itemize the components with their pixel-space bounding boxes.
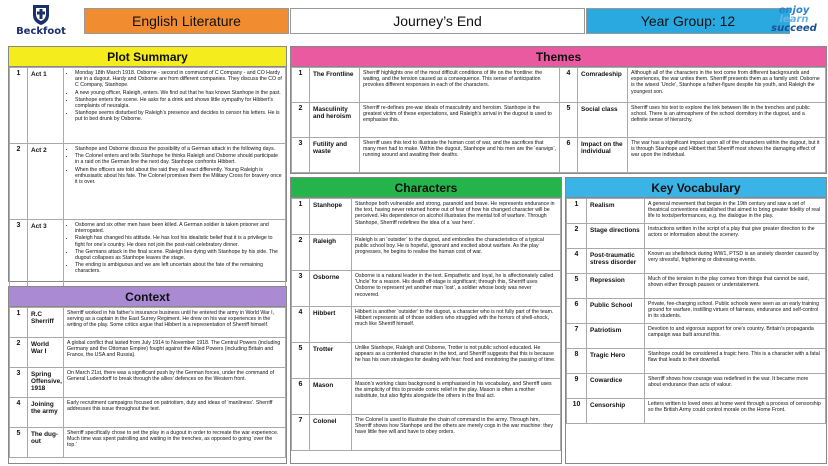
table-row bbox=[567, 299, 826, 324]
table-row bbox=[292, 379, 561, 415]
row-number: 3 bbox=[292, 138, 310, 173]
row-text: Sherriff specifically chose to set the play in a dugout in order to recreate the war experience. Much time was spent patrolling and waiting in the trenches, as opposed to going ‘over the top.’ bbox=[64, 428, 286, 458]
table-row bbox=[292, 103, 826, 138]
page-title: Journey’s End bbox=[290, 8, 585, 34]
row-number: 6 bbox=[567, 299, 587, 324]
row-number: 5 bbox=[10, 428, 28, 458]
list-item: • Osborne and six other men have been killed. A German soldier is taken prisoner and interrogated. bbox=[75, 222, 282, 234]
row-text: Sherriff re-defines pre-war ideals of masculinity and heroism. Stanhope is the greatest victim of these expectations, and Raleigh’s arrival in the dugout is used to emphasise this. bbox=[360, 103, 560, 138]
list-item: • The Germans attack in the final scene. Raleigh lies dying with Stanhope by his side. The dugout collapses as Stanhope leaves the stage. bbox=[75, 249, 282, 261]
list-item: • A new young officer, Raleigh, enters. We find out that he has known Stanhope in the past. bbox=[75, 90, 282, 96]
table-row bbox=[10, 338, 286, 368]
plot-summary-heading: Plot Summary bbox=[9, 47, 286, 67]
table-row bbox=[10, 68, 286, 144]
row-number: 6 bbox=[292, 379, 310, 415]
subject-label: English Literature bbox=[84, 8, 289, 34]
list-item: • Stanhope enters the scene. He asks for a drink and shows little sympathy for Hibbert’s complaints of neuralgia. bbox=[75, 97, 282, 109]
row-text: Sherriff worked in his father’s insurance business until he entered the army in World War I, serving as a captain in the East Surrey Regiment. He drew on his war experiences in the writing of the play. Some critics argue that Hibbert is a representation of Sherriff himself. bbox=[64, 308, 286, 338]
row-text: Mason’s working class background is emphasised in his vocabulary, and Sherriff uses the simplicity of this to provide comic relief in the play. Mason is often a mother substitute, but also fights alongside the others in the final act. bbox=[352, 379, 561, 415]
row-key: Colonel bbox=[310, 415, 352, 451]
table-row bbox=[567, 274, 826, 299]
table-row bbox=[292, 199, 561, 235]
row-text: Stanhope both vulnerable and strong, paranoid and brave. He represents endurance in the text, having never returned home out of fear of how his changed character will be perceived. His dependence on alcohol illustrates the mental toll of warfare. Through Stanhope, Sherriff redefines the idea of a ‘war hero’. bbox=[352, 199, 561, 235]
row-text: Sherriff uses this text to illustrate the human cost of war, and the sacrifices that many men had to make. Within the dugout, Stanhope and his men are the ‘earwigs’, running around and awaiting their deaths. bbox=[360, 138, 560, 173]
context-table bbox=[9, 307, 286, 458]
row-key: Raleigh bbox=[310, 235, 352, 271]
row-text: Letters written to loved ones at home went through a process of censorship so the British Army could control morale on the Home Front. bbox=[645, 399, 826, 424]
row-key: Post-traumatic stress disorder bbox=[587, 249, 645, 274]
row-key: Spring Offensive, 1918 bbox=[28, 368, 64, 398]
row-number: 8 bbox=[567, 349, 587, 374]
row-key: The dug-out bbox=[28, 428, 64, 458]
year-group-label: Year Group: 12 bbox=[586, 8, 790, 34]
themes-panel bbox=[290, 46, 827, 174]
table-row bbox=[10, 144, 286, 220]
row-text: A global conflict that lasted from July 1914 to November 1918. The Central Powers (including Germany and the Ottoman Empire) fought against the Allied Powers (including Britain and France, the USA and Russia). bbox=[64, 338, 286, 368]
row-number: 3 bbox=[10, 368, 28, 398]
row-number: 10 bbox=[567, 399, 587, 424]
row-number: 1 bbox=[292, 68, 310, 103]
row-number: 7 bbox=[292, 415, 310, 451]
row-text: The war has a significant impact upon all of the characters within the dugout, but it is through Stanhope and Hibbert that Sherriff most shows the damaging effect of war upon the individual. bbox=[628, 138, 826, 173]
row-text: Early recruitment campaigns focused on patriotism, duty and ideas of ‘manliness’. Sherriff addresses this issue throughout the text. bbox=[64, 398, 286, 428]
context-heading: Context bbox=[9, 287, 286, 307]
list-item: • Monday 18th March 1918. Osborne - second in command of C Company - and CO Hardy are in a dugout. Hardy and Osborne are from different companies. They discuss the CO of C Company, Stanhope. bbox=[75, 70, 282, 89]
header-bar bbox=[0, 0, 828, 44]
table-row bbox=[10, 398, 286, 428]
row-text: Raleigh is an ‘outsider’ to the dugout, and embodies the characteristics of a typical public school boy. He is hopeful, ignorant and excited about warfare. As the play progresses, he begins to realise the human cost of war. bbox=[352, 235, 561, 271]
themes-table bbox=[291, 67, 826, 173]
key-vocabulary-panel bbox=[565, 177, 827, 464]
row-number: 1 bbox=[292, 199, 310, 235]
table-row bbox=[567, 349, 826, 374]
row-text bbox=[64, 144, 286, 220]
row-text: Sherriff uses his text to explore the link between life in the trenches and public school. There is an atmosphere of the school dormitory in the dugout, and a definite sense of hierarchy. bbox=[628, 103, 826, 138]
table-row bbox=[292, 415, 561, 451]
row-number: 1 bbox=[10, 68, 28, 144]
row-key: Cowardice bbox=[587, 374, 645, 399]
crest-icon bbox=[29, 2, 53, 26]
plot-summary-table bbox=[9, 67, 286, 296]
row-text: Instructions written in the script of a play that give greater direction to the actors or information about the scenery. bbox=[645, 224, 826, 249]
context-panel bbox=[8, 286, 287, 464]
row-key: Futility and waste bbox=[310, 138, 360, 173]
row-number: 2 bbox=[567, 224, 587, 249]
row-text bbox=[64, 220, 286, 296]
row-key: Stanhope bbox=[310, 199, 352, 235]
plot-summary-panel bbox=[8, 46, 287, 282]
list-item: • Stanhope seems disturbed by Raleigh’s presence and decides to censor his letters. He is put to bed drunk by Osborne. bbox=[75, 110, 282, 122]
row-key: Trotter bbox=[310, 343, 352, 379]
row-key: Social class bbox=[578, 103, 628, 138]
row-key: Impact on the individual bbox=[578, 138, 628, 173]
table-row bbox=[567, 399, 826, 424]
row-key: Tragic Hero bbox=[587, 349, 645, 374]
school-name: Beckfoot bbox=[16, 26, 66, 37]
characters-panel bbox=[290, 177, 562, 464]
table-row bbox=[292, 138, 826, 173]
row-number: 4 bbox=[567, 249, 587, 274]
row-text: Sherriff shows how courage was redefined in the war. It became more about endurance than acts of valour. bbox=[645, 374, 826, 399]
row-number: 7 bbox=[567, 324, 587, 349]
table-row bbox=[10, 368, 286, 398]
row-number: 4 bbox=[560, 68, 578, 103]
row-number: 4 bbox=[10, 398, 28, 428]
row-number: 3 bbox=[292, 271, 310, 307]
row-key: R.C Sherriff bbox=[28, 308, 64, 338]
table-row bbox=[567, 199, 826, 224]
table-row bbox=[292, 307, 561, 343]
row-text: Known as shellshock during WW1, PTSD is an anxiety disorder caused by very stressful, frightening or distressing events. bbox=[645, 249, 826, 274]
table-row bbox=[292, 235, 561, 271]
row-key: Osborne bbox=[310, 271, 352, 307]
row-text: Private, fee-charging school. Public schools were seen as an early training ground for warfare, instilling virtues of fairness, endurance and self-control in its students. bbox=[645, 299, 826, 324]
row-text: Stanhope could be considered a tragic hero. This is a character with a fatal flaw that leads to their downfall. bbox=[645, 349, 826, 374]
row-text: A general movement that began in the 19th century and saw a set of theatrical conventions established that aimed to bring greater fidelity of real life to texts/performances, e.g. the dialogue in the play. bbox=[645, 199, 826, 224]
table-row bbox=[10, 428, 286, 458]
list-item: • When the officers are told about the raid they all react differently. Young Raleigh is enthusiastic about his fate. The Colonel promises them the Military Cross for bravery once it is over. bbox=[75, 167, 282, 186]
list-item: • The Colonel enters and tells Stanhope he thinks Raleigh and Osborne should participate in a raid on the German line the next day. Stanhope confronts Hibbert. bbox=[75, 153, 282, 165]
row-text bbox=[64, 68, 286, 144]
row-key: Act 1 bbox=[28, 68, 64, 144]
row-key: Joining the army bbox=[28, 398, 64, 428]
row-key: Mason bbox=[310, 379, 352, 415]
themes-heading: Themes bbox=[291, 47, 826, 67]
row-key: World War I bbox=[28, 338, 64, 368]
row-key: Masculinity and heroism bbox=[310, 103, 360, 138]
table-row bbox=[10, 308, 286, 338]
table-row bbox=[292, 343, 561, 379]
row-key: The Frontline bbox=[310, 68, 360, 103]
row-key: Stage directions bbox=[587, 224, 645, 249]
school-logo bbox=[6, 2, 76, 42]
row-text: On March 21st, there was a significant push by the German forces, under the command of General Ludendorff to break through the allies’ defences on the Western front. bbox=[64, 368, 286, 398]
row-number: 9 bbox=[567, 374, 587, 399]
key-vocabulary-heading: Key Vocabulary bbox=[566, 178, 826, 198]
motto-word: succeed bbox=[771, 23, 817, 34]
row-text: Osborne is a natural leader in the text. Empathetic and loyal, he is affectionately called ‘Uncle’ for a reason. His death off-stage is significant; through this, Sherriff uses Osborne to represent yet another man ‘lost’, a soldier whose body was never recovered. bbox=[352, 271, 561, 307]
row-key: Hibbert bbox=[310, 307, 352, 343]
row-number: 4 bbox=[292, 307, 310, 343]
table-row bbox=[567, 324, 826, 349]
row-key: Patriotism bbox=[587, 324, 645, 349]
row-key: Realism bbox=[587, 199, 645, 224]
motto-word: enjoy bbox=[778, 5, 810, 16]
row-key: Comradeship bbox=[578, 68, 628, 103]
table-row bbox=[292, 68, 826, 103]
list-item: • Stanhope and Osborne discuss the possibility of a German attack in the following days. bbox=[75, 146, 282, 152]
motto-word: learn bbox=[779, 14, 809, 25]
list-item: • Raleigh has changed his attitude. He has lost his idealistic belief that it is a privilege to fight for one’s country. He does not join the post-raid celebratory dinner. bbox=[75, 235, 282, 247]
row-text: Hibbert is another ‘outsider’ to the dugout, a character who is not fully part of the team. Hibbert represents all of those soldiers who struggled with the horrors of shell-shock, much like Sherriff himself. bbox=[352, 307, 561, 343]
table-row bbox=[567, 249, 826, 274]
row-text: Although all of the characters in the text come from different backgrounds and experiences, the war unites them. Sherriff presents them as a family unit: Osborne is the wisest ‘Uncle’, Stanhope a father-figure despite his youth, and Raleigh the youngest son. bbox=[628, 68, 826, 103]
key-vocabulary-table bbox=[566, 198, 826, 424]
table-row bbox=[567, 374, 826, 399]
row-text: Sherriff highlights one of the most difficult conditions of life on the frontline: the waiting, and the tension caused as a consequence. This sense of anticipation provokes different responses in each of the characters. bbox=[360, 68, 560, 103]
row-number: 2 bbox=[10, 338, 28, 368]
row-key: Censorship bbox=[587, 399, 645, 424]
row-text: The Colonel is used to illustrate the chain of command in the army. Through him, Sherriff shows how Stanhope and the others are merely cogs in the war machine: they have little free will and have to obey orders. bbox=[352, 415, 561, 451]
table-row bbox=[10, 220, 286, 296]
row-number: 5 bbox=[292, 343, 310, 379]
row-number: 6 bbox=[560, 138, 578, 173]
characters-heading: Characters bbox=[291, 178, 561, 198]
characters-table bbox=[291, 198, 561, 451]
list-item: • The ending is ambiguous and we are left uncertain about the fate of the remaining characters. bbox=[75, 262, 282, 274]
row-text: Devotion to and vigorous support for one’s country. Britain’s propaganda campaign was built around this. bbox=[645, 324, 826, 349]
row-number: 2 bbox=[292, 103, 310, 138]
table-row bbox=[567, 224, 826, 249]
row-key: Repression bbox=[587, 274, 645, 299]
row-text: Much of the tension in the play comes from things that cannot be said, shown either through pauses or understatement. bbox=[645, 274, 826, 299]
row-number: 1 bbox=[10, 308, 28, 338]
row-key: Public School bbox=[587, 299, 645, 324]
table-row bbox=[292, 271, 561, 307]
row-text: Unlike Stanhope, Raleigh and Osborne, Trotter is not public school educated. He appears as a contented character in the text, and Sherriff suggests that this is because he has his own strategies for dealing with fear: food and monitoring the passing of time. bbox=[352, 343, 561, 379]
row-number: 2 bbox=[292, 235, 310, 271]
row-key: Act 2 bbox=[28, 144, 64, 220]
row-number: 5 bbox=[567, 274, 587, 299]
row-key: Act 3 bbox=[28, 220, 64, 296]
school-motto bbox=[764, 6, 824, 33]
row-number: 3 bbox=[10, 220, 28, 296]
row-number: 1 bbox=[567, 199, 587, 224]
row-number: 2 bbox=[10, 144, 28, 220]
row-number: 5 bbox=[560, 103, 578, 138]
